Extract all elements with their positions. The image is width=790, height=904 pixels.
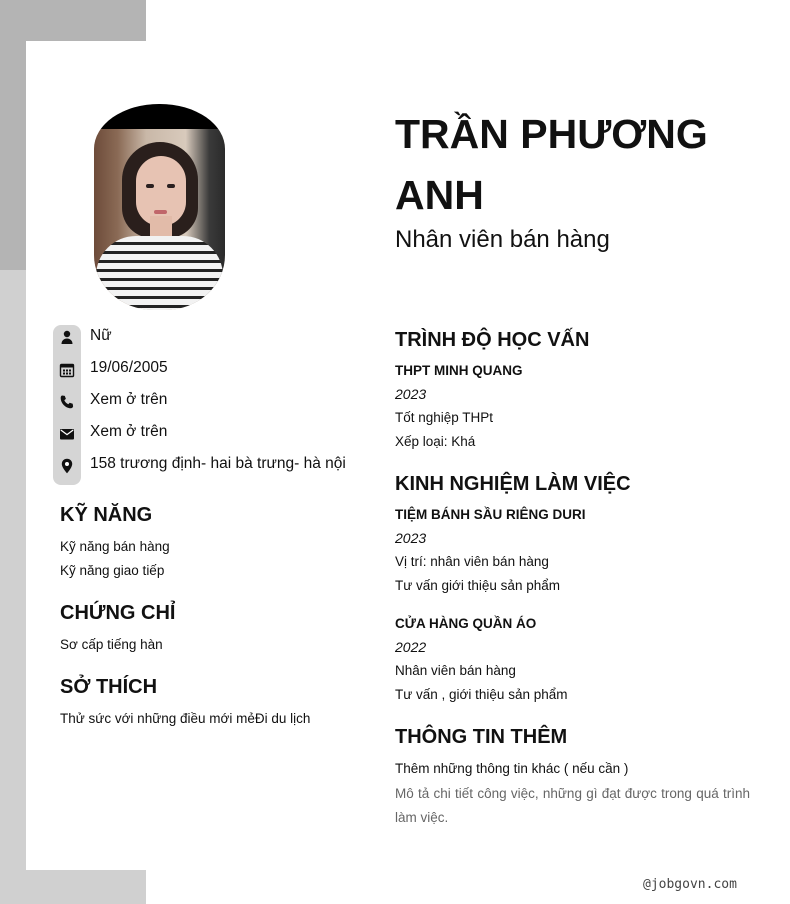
job-line: Tư vấn giới thiệu sản phẩm xyxy=(395,578,560,593)
gender-text: Nữ xyxy=(90,327,112,344)
certificates-heading: CHỨNG CHỈ xyxy=(60,602,176,624)
job-year: 2023 xyxy=(395,530,427,546)
profile-photo xyxy=(94,104,225,310)
email-text: Xem ở trên xyxy=(90,423,168,440)
location-pin-icon xyxy=(59,458,75,474)
certificate-item: Sơ cấp tiếng hàn xyxy=(60,637,163,652)
hobby-item: Thử sức với những điều mới mẻĐi du lịch xyxy=(60,711,311,726)
phone-text: Xem ở trên xyxy=(90,391,168,408)
company-name: CỬA HÀNG QUẦN ÁO xyxy=(395,616,537,631)
person-icon xyxy=(59,329,75,345)
job-line: Tư vấn , giới thiệu sản phẩm xyxy=(395,687,568,702)
additional-info-line: Thêm những thông tin khác ( nếu cần ) xyxy=(395,761,629,776)
job-line: Vị trí: nhân viên bán hàng xyxy=(395,554,549,569)
hobbies-heading: SỞ THÍCH xyxy=(60,676,158,698)
company-name: TIỆM BÁNH SẦU RIÊNG DURI xyxy=(395,507,586,522)
school-name: THPT MINH QUANG xyxy=(395,363,523,378)
mail-icon xyxy=(59,426,75,442)
education-line: Tốt nghiệp THPt xyxy=(395,410,494,425)
additional-info-description: Mô tả chi tiết công việc, những gì đạt được trong quá trình làm việc. xyxy=(395,786,750,825)
education-heading: TRÌNH ĐỘ HỌC VẤN xyxy=(395,329,590,351)
skill-item: Kỹ năng giao tiếp xyxy=(60,563,165,578)
experience-heading: KINH NGHIỆM LÀM VIỆC xyxy=(395,473,631,495)
calendar-icon xyxy=(59,362,75,378)
skills-heading: KỸ NĂNG xyxy=(60,504,153,526)
education-line: Xếp loại: Khá xyxy=(395,434,476,449)
skill-item: Kỹ năng bán hàng xyxy=(60,539,170,554)
candidate-position: Nhân viên bán hàng xyxy=(395,226,610,253)
job-year: 2022 xyxy=(395,639,427,655)
phone-icon xyxy=(59,394,75,410)
watermark: @jobgovn.com xyxy=(643,877,737,892)
additional-info-heading: THÔNG TIN THÊM xyxy=(395,726,568,748)
job-line: Nhân viên bán hàng xyxy=(395,663,516,678)
candidate-name: TRẦN PHƯƠNG ANH xyxy=(395,111,708,218)
education-year: 2023 xyxy=(395,386,427,402)
birthdate-text: 19/06/2005 xyxy=(90,359,168,376)
address-text: 158 trương định- hai bà trưng- hà nội xyxy=(90,455,346,472)
